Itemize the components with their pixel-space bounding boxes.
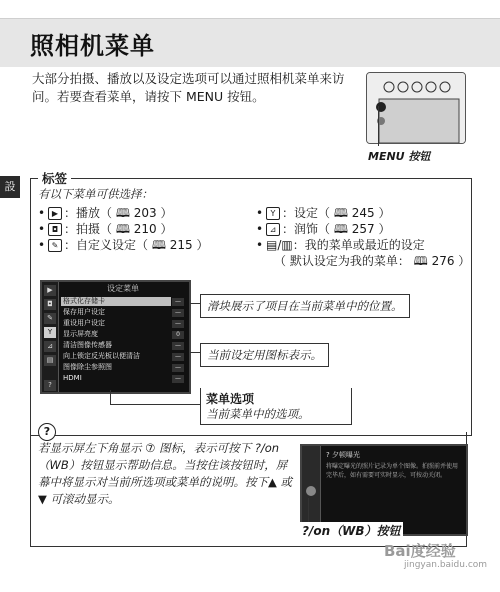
camera-icon: ◘ [48, 223, 62, 236]
screen-menu-row: 重设用户设定 [63, 319, 105, 327]
screen-tab-setup-icon: Y [44, 327, 56, 338]
help-description: 若显示屏左下角显示 ⑦ 图标，表示可按下 ?/on（WB）按钮显示帮助信息。当按住该按钮时，屏幕中将显示对当前所选项或菜单的说明。按下▲ 或▼ 可滚动显示。 [38, 441, 292, 506]
screen-tab-shooting-icon: ◘ [44, 299, 56, 310]
mymenu-icon: ▤/▥ [266, 238, 293, 252]
screen-tab-custom-icon: ✎ [44, 313, 56, 324]
page-title: 照相机菜单 [30, 32, 155, 60]
screen-help-icon: ? [44, 380, 56, 391]
screen-menu-value: — [172, 375, 184, 383]
screen-tab-mymenu-icon: ▤ [44, 355, 56, 366]
retouch-icon: ⊿ [266, 223, 280, 236]
pencil-icon: ✎ [48, 239, 62, 252]
menu-list-item-label: ：润饰（ 🕮 257 ） [282, 222, 391, 236]
wrench-icon: Y [266, 207, 280, 220]
wb-button-caption: ?/on（WB）按钮 [302, 524, 401, 538]
tabs-section-label: 标签 [38, 169, 71, 187]
screen-tab-playback-icon: ▶ [44, 285, 56, 296]
icons-callout: 当前设定用图标表示。 [200, 343, 329, 367]
side-section-tab: 設 [0, 176, 20, 198]
menu-list-item-mymenu: • ▤/▥：我的菜单或最近的设定 [256, 238, 425, 252]
screen-menu-row: 清洁图像传感器 [63, 341, 112, 349]
screen-menu-value: — [172, 320, 184, 328]
wb-button-icon [306, 486, 316, 496]
menu-items-callout-line-h [110, 404, 200, 405]
help-screen-title: ? 夕顿曝光 [326, 451, 360, 459]
camera-back-illustration [366, 72, 466, 144]
screen-tab-column [42, 282, 59, 392]
menu-list-item-label: ：设定（ 🕮 245 ） [282, 206, 391, 220]
menu-list-item-label: ：自定义设定（ 🕮 215 ） [64, 238, 209, 252]
menu-list-item-label: ：我的菜单或最近的设定 [292, 238, 425, 252]
menu-list-item-label: ：播放（ 🕮 203 ） [64, 206, 173, 220]
menu-list-item-playback: • ▶ ：播放（ 🕮 203 ） [38, 206, 173, 220]
menu-button-caption: MENU 按钮 [368, 150, 431, 163]
screen-menu-row: 保存用户设定 [63, 308, 105, 316]
camera-back-icon [367, 73, 465, 143]
mymenu-default-note: （ 默认设定为我的菜单： 🕮 276 ） [274, 254, 471, 268]
screen-menu-value: — [172, 364, 184, 372]
slider-callout: 滑块展示了项目在当前菜单中的位置。 [200, 294, 410, 318]
menu-items-callout-line-v [110, 390, 111, 404]
help-icon: ? [38, 423, 56, 441]
screen-menu-row: HDMI [63, 374, 82, 382]
menu-list-item-shooting: • ◘ ：拍摄（ 🕮 210 ） [38, 222, 173, 236]
wb-button-pointer [308, 498, 309, 524]
screen-menu-row: 格式化存储卡 [61, 297, 171, 306]
available-menus-text: 有以下菜单可供选择： [38, 187, 153, 201]
screen-menu-row: 图像除尘参照图 [63, 363, 112, 371]
menu-list-item-label: ：拍摄（ 🕮 210 ） [64, 222, 173, 236]
menu-list-item-setup: • Y ：设定（ 🕮 245 ） [256, 206, 391, 220]
menu-items-callout-title: 菜单选项 [206, 392, 255, 406]
screen-menu-title: 设定菜单 [107, 284, 139, 293]
menu-list-item-custom: • ✎ ：自定义设定（ 🕮 215 ） [38, 238, 209, 252]
screen-menu-value: — [172, 309, 184, 317]
icons-callout-line [190, 352, 200, 353]
screen-menu-value: — [172, 298, 184, 306]
playback-icon: ▶ [48, 207, 62, 220]
baidu-watermark-url: jingyan.baidu.com [404, 560, 488, 570]
screen-menu-row: 显示屏亮度 [63, 330, 98, 338]
screen-menu-row: 向上锁定反光板以便清洁 [63, 352, 140, 360]
screen-menu-value: — [172, 353, 184, 361]
menu-items-callout-desc: 当前菜单中的选项。 [206, 407, 310, 421]
menu-button-pointer [378, 106, 379, 146]
intro-paragraph: 大部分拍摄、播放以及设定选项可以通过照相机菜单来访问。若要查看菜单，请按下 MENU 按钮。 [32, 71, 345, 104]
camera-menu-screen [40, 280, 191, 394]
screen-tab-retouch-icon: ⊿ [44, 341, 56, 352]
help-screen-text: 将曝定曝光的照片记录为单个图像。拍照前并使用完毕后，如有需要可实时显示，可按动关闭。 [326, 463, 459, 479]
screen-menu-value: 0 [172, 331, 184, 339]
baidu-watermark-logo: Bai度经验 [384, 542, 456, 560]
screen-menu-value: — [172, 342, 184, 350]
menu-list-item-retouch: • ⊿ ：润饰（ 🕮 257 ） [256, 222, 391, 236]
slider-callout-line [190, 303, 200, 304]
